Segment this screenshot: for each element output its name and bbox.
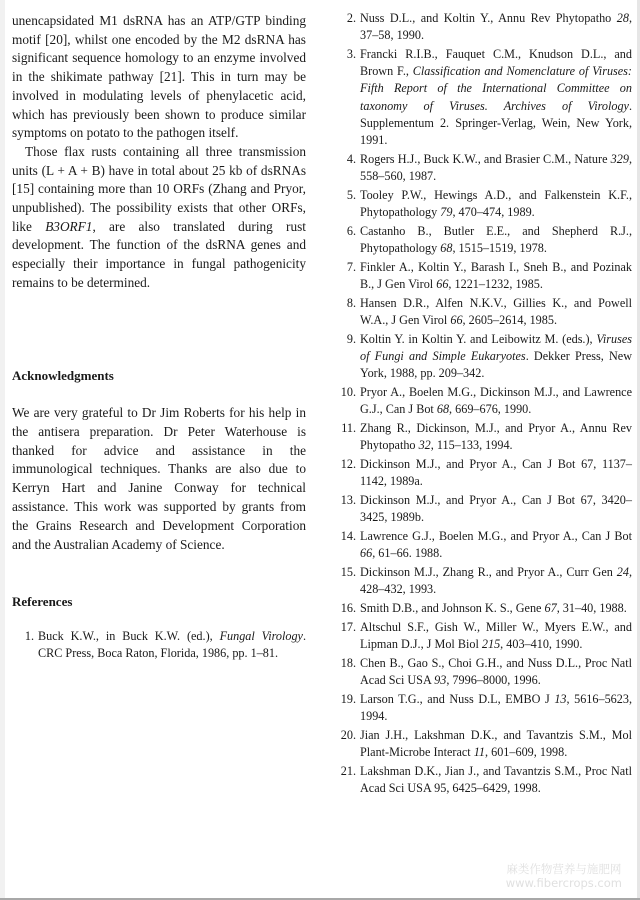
reference-text: , 403–410, 1990. xyxy=(500,637,583,652)
reference-item xyxy=(336,600,632,617)
reference-text: , 61–66. 1988. xyxy=(372,546,443,561)
reference-item xyxy=(336,528,632,562)
reference-item xyxy=(336,492,632,526)
reference-text: , 601–609, 1998. xyxy=(485,745,568,760)
reference-text: Pryor A., Boelen M.G., Dickinson M.J., and Lawrence G.J., Can J Bot xyxy=(360,385,632,417)
reference-item xyxy=(336,151,632,185)
page-edge-left xyxy=(0,0,5,898)
watermark-line-1: 麻类作物营养与施肥网 xyxy=(506,862,622,876)
reference-number: 21. xyxy=(340,763,356,778)
reference-text: Francki R.I.B., Fauquet C.M., Knudson D.L., and Brown F., xyxy=(360,47,632,79)
reference-number: 4. xyxy=(346,151,356,166)
watermark-line-2: www.fibercrops.com xyxy=(505,876,622,890)
body-paragraph-1: unencapsidated M1 dsRNA has an ATP/GTP binding motif [20], whilst one encoded by the M2 dsRNA has significant sequence homology to an enzyme involved in the shikimate pathway [21]. This in turn may be involved in modulating levels of phenylacetic acid, which has previously been shown to produce similar symptoms on potato to the pathogen itself. xyxy=(12,13,306,141)
acknowledgments-text: We are very grateful to Dr Jim Roberts for his help in the antisera preparation. Dr Peter Waterhouse is thanked for advice and assistance in the immunological techniques. Thanks are also due to Kerryn Hart and Janine Conway for technical assistance. This work was supported by grants from the Grains Research and Development Corporation and the Australian Academy of Science. xyxy=(12,405,306,552)
reference-number: 7. xyxy=(346,259,356,274)
reference-text: Finkler A., Koltin Y., Barash I., Sneh B., and Pozinak B., J Gen Virol xyxy=(360,259,632,292)
reference-text: , 31–40, 1988. xyxy=(556,601,627,616)
reference-number: 14. xyxy=(340,529,356,544)
reference-text: , 428–432, 1993. xyxy=(360,565,632,597)
reference-item xyxy=(336,691,632,725)
reference-number: 18. xyxy=(340,655,356,670)
reference-number: 17. xyxy=(340,619,356,634)
reference-number: 1. xyxy=(24,629,34,643)
reference-italic: Fungal Virology xyxy=(219,629,303,643)
reference-italic: 32 xyxy=(418,438,431,453)
reference-italic: 66 xyxy=(436,277,449,292)
reference-text: , 558–560, 1987. xyxy=(360,151,632,184)
reference-number: 8. xyxy=(346,295,356,310)
reference-number: 3. xyxy=(346,47,356,61)
reference-italic: 215 xyxy=(481,637,501,652)
reference-item xyxy=(336,46,632,149)
reference-text: , 1515–1519, 1978. xyxy=(452,241,547,256)
reference-item xyxy=(336,10,632,44)
reference-number: 6. xyxy=(346,223,356,238)
reference-text: Castanho B., Butler E.E., and Shepherd R.J., Phytopathology xyxy=(360,223,632,256)
reference-text: Hansen D.R., Alfen N.K.V., Gillies K., and Powell W.A., J Gen Virol xyxy=(360,295,632,328)
reference-italic: 66 xyxy=(360,546,373,561)
reference-item xyxy=(336,223,632,257)
reference-text: Tooley P.W., Hewings A.D., and Falkenstein K.F., Phytopathology xyxy=(360,187,632,220)
paragraph-text: Those flax rusts containing all three transmission units (L + A + B) have in total about 25 kb of dsRNAs [15] containing more than 10 ORFs (Zhang and Pryor, unpublished). The possibility exists that other ORFs, like xyxy=(12,143,306,234)
reference-text: Smith D.B., and Johnson K. S., Gene xyxy=(360,601,545,616)
reference-number: 12. xyxy=(340,457,356,472)
reference-text: . Supplementum 2. Springer-Verlag, Wein, New York, 1991. xyxy=(360,98,632,148)
reference-number: 19. xyxy=(340,691,356,706)
reference-italic: 11 xyxy=(473,745,486,760)
reference-text: Buck K.W., in Buck K.W. (ed.), xyxy=(38,629,220,643)
reference-item xyxy=(336,564,632,598)
reference-text: , 470–474, 1989. xyxy=(452,205,535,220)
reference-text: Dickinson M.J., Zhang R., and Pryor A., Curr Gen xyxy=(360,565,617,580)
reference-italic: 67 xyxy=(544,601,557,616)
reference-item xyxy=(336,763,632,797)
reference-number: 16. xyxy=(340,601,356,616)
reference-text: , 2605–2614, 1985. xyxy=(462,313,557,328)
reference-item xyxy=(336,384,632,418)
reference-text: , 115–133, 1994. xyxy=(430,438,513,453)
body-paragraph-2 xyxy=(12,143,306,293)
reference-italic: 24 xyxy=(616,565,629,580)
reference-italic: Classification and Nomenclature of Viruses: Fifth Report of the International Committee on taxonomy of Viruses. Archives of Virology xyxy=(360,64,632,113)
reference-text: Lawrence G.J., Boelen M.G., and Pryor A., Can J Bot xyxy=(360,529,632,544)
watermark xyxy=(506,862,622,890)
reference-italic: 66 xyxy=(450,313,463,328)
reference-italic: Viruses of Fungi and Simple Eukaryotes xyxy=(360,331,632,364)
reference-item xyxy=(14,628,306,662)
reference-item xyxy=(336,655,632,689)
reference-italic: 79 xyxy=(440,205,453,220)
reference-item xyxy=(336,331,632,383)
reference-text: Dickinson M.J., and Pryor A., Can J Bot 67, 1137–1142, 1989a. xyxy=(360,457,632,489)
reference-number: 11. xyxy=(341,421,356,436)
reference-text: Zhang R., Dickinson, M.J., and Pryor A., Annu Rev Phytopatho xyxy=(360,421,632,453)
reference-text: , 1221–1232, 1985. xyxy=(448,277,543,292)
reference-italic: 93 xyxy=(434,673,447,688)
reference-text: . Dekker Press, New York, 1988, pp. 209–342. xyxy=(360,349,632,381)
reference-text: Larson T.G., and Nuss D.L, EMBO J xyxy=(360,691,555,706)
reference-number: 10. xyxy=(340,385,356,400)
reference-text: . CRC Press, Boca Raton, Florida, 1986, pp. 1–81. xyxy=(38,629,307,661)
acknowledgments-heading: Acknowledgments xyxy=(12,368,114,383)
reference-italic: 329 xyxy=(610,151,629,166)
references-list-right xyxy=(336,10,632,799)
reference-number: 13. xyxy=(340,493,356,508)
reference-item xyxy=(336,727,632,761)
reference-number: 5. xyxy=(346,187,356,202)
reference-text: , 5616–5623, 1994. xyxy=(360,691,632,724)
reference-text: Altschul S.F., Gish W., Miller W., Myers E.W., and Lipman D.J., J Mol Biol xyxy=(360,619,632,652)
reference-number: 20. xyxy=(340,727,356,742)
reference-italic: 68 xyxy=(436,402,450,417)
references-heading: References xyxy=(12,594,73,609)
reference-italic: 28 xyxy=(616,11,629,25)
reference-item xyxy=(336,420,632,454)
reference-item xyxy=(336,259,632,293)
reference-text: Lakshman D.K., Jian J., and Tavantzis S.M., Proc Natl Acad Sci USA 95, 6425–6429, 1998. xyxy=(360,763,632,796)
left-column-body xyxy=(12,12,306,293)
reference-text: Rogers H.J., Buck K.W., and Brasier C.M., Nature xyxy=(360,151,611,166)
reference-text: Nuss D.L., and Koltin Y., Annu Rev Phytopatho xyxy=(360,11,617,25)
reference-number: 9. xyxy=(346,331,356,346)
reference-text: , 669–676, 1990. xyxy=(449,402,532,417)
reference-item xyxy=(336,187,632,221)
reference-text: Dickinson M.J., and Pryor A., Can J Bot 67, 3420–3425, 1989b. xyxy=(360,493,632,525)
reference-text: Koltin Y. in Koltin Y. and Leibowitz M. (eds.), xyxy=(360,331,597,346)
reference-item xyxy=(336,295,632,329)
reference-text: , 7996–8000, 1996. xyxy=(446,673,541,688)
reference-number: 2. xyxy=(346,11,356,25)
paragraph-text: , are also translated during rust development. The function of the dsRNA genes and especially their importance in fungal pathogenicity remains to be determined. xyxy=(12,218,306,290)
reference-italic: 68 xyxy=(440,241,453,256)
reference-text: , 37–58, 1990. xyxy=(360,11,632,43)
reference-italic: 13 xyxy=(554,691,567,706)
reference-number: 15. xyxy=(340,565,356,580)
reference-item xyxy=(336,456,632,490)
reference-text: Jian J.H., Lakshman D.K., and Tavantzis S.M., Mol Plant-Microbe Interact xyxy=(360,727,632,760)
references-list-left xyxy=(14,628,306,664)
reference-item xyxy=(336,619,632,653)
gene-name: B3ORF1 xyxy=(45,218,93,234)
reference-text: Chen B., Gao S., Choi G.H., and Nuss D.L., Proc Natl Acad Sci USA xyxy=(360,655,632,688)
